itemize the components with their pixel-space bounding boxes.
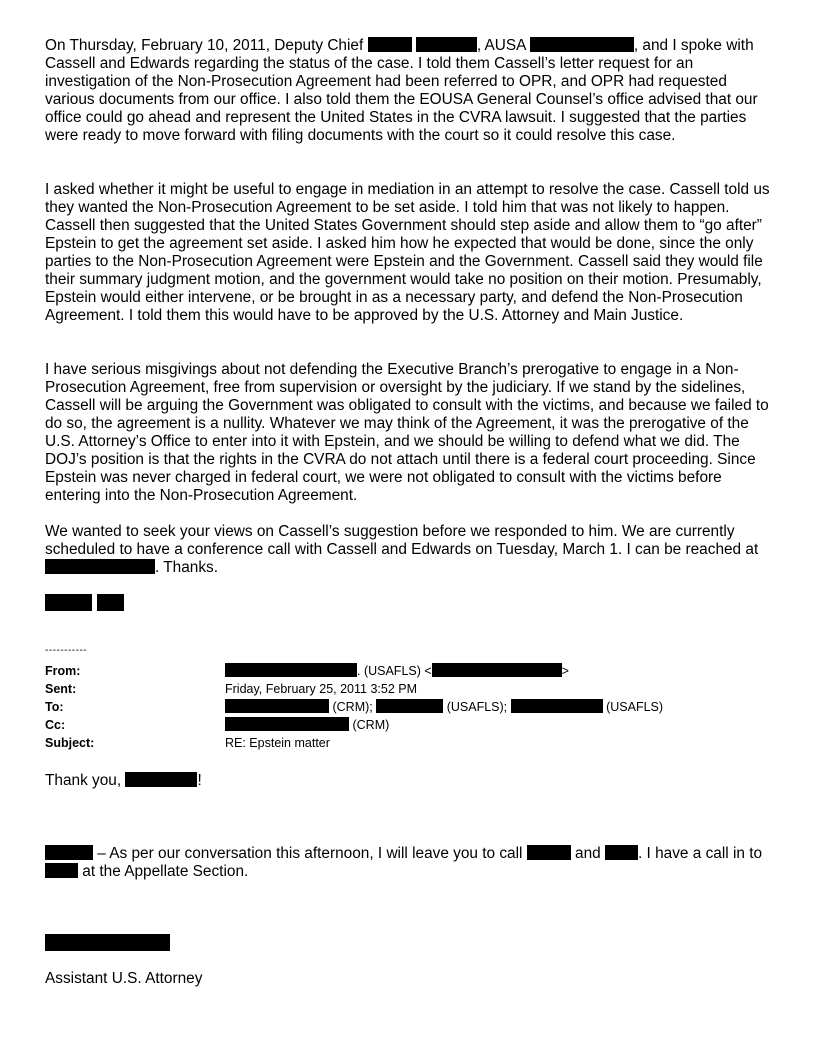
- redaction: [45, 559, 155, 574]
- memo-paragraph-4: We wanted to seek your views on Cassell’s suggestion before we responded to him. We are currently scheduled to have a conference call with Cassell and Edwards on Tuesday, March 1. I can be reached at . Thanks.: [45, 523, 759, 576]
- redacted-signature: [97, 594, 124, 611]
- redaction: [605, 845, 638, 860]
- redaction: [225, 717, 349, 731]
- redaction: [432, 663, 562, 677]
- redaction: [530, 37, 634, 52]
- redaction: [511, 699, 603, 713]
- redaction: [225, 699, 329, 713]
- email-sent-row: Sent: Friday, February 25, 2011 3:52 PM: [45, 682, 417, 696]
- redaction: [368, 37, 412, 52]
- redacted-signature: [45, 594, 92, 611]
- email-from-row: From: . (USAFLS) < >: [45, 664, 569, 678]
- redacted-signature-name: [45, 934, 170, 951]
- redaction: [527, 845, 571, 860]
- redaction: [125, 772, 197, 787]
- memo-paragraph-1: On Thursday, February 10, 2011, Deputy Chief , AUSA , and I spoke with Cassell and Edwards regarding the status of the case. I told them Cassell’s letter request for an investigation of the Non-Prosecution Agreement had been referred to OPR, and OPR had requested various documents from our office. I also told them the EOUSA General Counsel’s office advised that our office could go ahead and represent the United States in the CVRA lawsuit. I suggested that the parties were ready to move forward with filing documents with the court so it could resolve this case.: [45, 37, 758, 144]
- separator-line: -----------: [45, 645, 88, 656]
- email-cc-row: Cc: (CRM): [45, 718, 390, 732]
- signature-title: Assistant U.S. Attorney: [45, 970, 203, 987]
- email-subject-row: Subject: RE: Epstein matter: [45, 736, 330, 750]
- memo-paragraph-3: I have serious misgivings about not defending the Executive Branch’s prerogative to engage in a Non-Prosecution Agreement, free from supervision or oversight by the judiciary. If we stand by the sidelines, Cassell will be arguing the Government was obligated to consult with the victims, and because we failed to do so, the agreement is a nullity. Whatever we may think of the Agreement, it was the prerogative of the U.S. Attorney’s Office to enter into it with Epstein, and we should be willing to defend what we did. The DOJ’s position is that the rights in the CVRA do not attach until there is a federal court proceeding. Since Epstein was never charged in federal court, we were not obligated to consult with the victims before entering into the Non-Prosecution Agreement.: [45, 361, 769, 504]
- memo-paragraph-2: I asked whether it might be useful to engage in mediation in an attempt to resolve the case. Cassell told us they wanted the Non-Prosecution Agreement to be set aside. I told him that was not likely to happen. Cassell then suggested that the United States Government should step aside and allow them to “go after” Epstein to get the agreement set aside. I asked him how he expected that would be done, since the only parties to the Non-Prosecution Agreement were Epstein and the Government. Cassell said they would file their summary judgment motion, and the government would take no position on their motion. Presumably, Epstein would either intervene, or be brought in as a necessary party, and defend the Non-Prosecution Agreement. I told them this would have to be approved by the U.S. Attorney and Main Justice.: [45, 181, 770, 324]
- email-header: [45, 662, 785, 752]
- redaction: [416, 37, 477, 52]
- reply-paragraph: – As per our conversation this afternoon, I will leave you to call and . I have a call in to at the Appellate Section.: [45, 845, 775, 881]
- redaction: [225, 663, 357, 677]
- redaction: [45, 863, 78, 878]
- reply-thanks: Thank you, !: [45, 772, 202, 789]
- redaction: [376, 699, 443, 713]
- redaction: [45, 845, 93, 860]
- email-to-row: To: (CRM); (USAFLS); (USAFLS): [45, 700, 664, 714]
